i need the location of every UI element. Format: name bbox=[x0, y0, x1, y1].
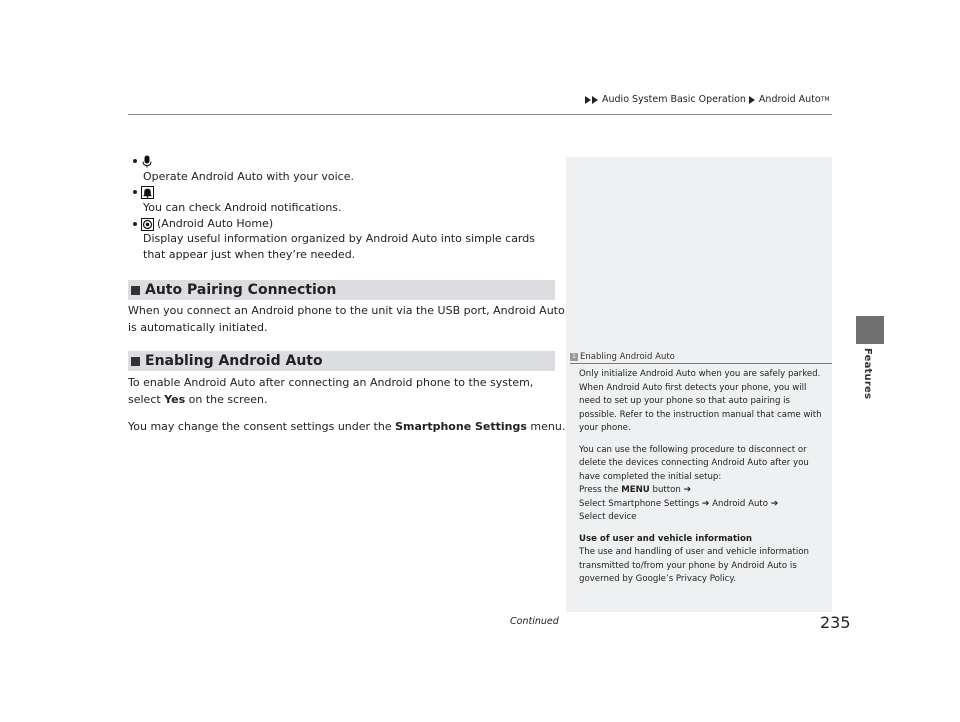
note-paragraph: Only initialize Android Auto when you are safely parked. When Android Auto first detects your phone, you will need to set up your phone so that auto pairing is possible. Refer to the instruction manual that came with your phone. bbox=[579, 369, 822, 433]
bullet-home-text: Display useful information organized by Android Auto into simple cards that appear just when they’re needed. bbox=[143, 232, 535, 261]
header-rule bbox=[128, 114, 832, 115]
note-step: Select Smartphone Settings ➔ Android Auto ➔ bbox=[579, 498, 779, 509]
section-header-enabling bbox=[128, 351, 555, 371]
breadcrumb-item-audio-system: Audio System Basic Operation bbox=[602, 94, 746, 105]
breadcrumb-item-android-auto: Android Auto bbox=[758, 94, 821, 105]
section-header-auto-pairing bbox=[128, 280, 555, 300]
microphone-icon bbox=[141, 155, 153, 167]
arrow-right-icon: ➔ bbox=[683, 485, 692, 495]
note-subtitle: Use of user and vehicle information bbox=[579, 533, 753, 544]
section-title: Auto Pairing Connection bbox=[145, 282, 337, 298]
note-title: Enabling Android Auto bbox=[580, 352, 675, 362]
note-heading bbox=[570, 352, 832, 362]
section-title: Enabling Android Auto bbox=[145, 353, 323, 369]
bell-icon bbox=[141, 186, 153, 198]
bullet-dot bbox=[133, 190, 137, 194]
trademark-mark: TM bbox=[820, 96, 830, 103]
breadcrumb bbox=[585, 94, 830, 105]
section-square-icon bbox=[131, 286, 140, 295]
bullet-home bbox=[133, 217, 273, 230]
smartphone-settings-label: Smartphone Settings bbox=[395, 420, 527, 433]
breadcrumb-arrow-icon bbox=[592, 96, 598, 104]
bullet-voice bbox=[133, 155, 157, 167]
note-body bbox=[579, 368, 827, 587]
bullet-dot bbox=[133, 222, 137, 226]
bullet-notifications bbox=[133, 186, 157, 198]
enabling-body-1: To enable Android Auto after connecting an Android phone to the system, select Yes on the screen. bbox=[128, 376, 534, 406]
note-rule bbox=[570, 363, 832, 364]
continued-label: Continued bbox=[510, 616, 559, 627]
breadcrumb-arrow-icon bbox=[749, 96, 755, 104]
bullet-dot bbox=[133, 159, 137, 163]
chapter-tab-label: Features bbox=[862, 348, 873, 400]
arrow-right-icon: ➔ bbox=[701, 498, 710, 509]
chapter-tab-marker bbox=[856, 316, 884, 344]
section-square-icon bbox=[131, 357, 140, 366]
auto-pairing-body: When you connect an Android phone to the unit via the USB port, Android Auto is automatically initiated. bbox=[128, 304, 565, 334]
arrow-right-icon: ➔ bbox=[770, 498, 779, 509]
android-auto-home-icon bbox=[141, 218, 153, 230]
bullet-notifications-text: You can check Android notifications. bbox=[143, 201, 342, 214]
note-step: Select device bbox=[579, 512, 637, 522]
note-number-badge: 1 bbox=[570, 353, 578, 361]
note-paragraph: The use and handling of user and vehicle information transmitted to/from your phone by Android Auto is governed by Google’s Privacy Policy. bbox=[579, 547, 809, 584]
enabling-body-2: You may change the consent settings under the Smartphone Settings menu. bbox=[128, 420, 566, 433]
menu-button-label: MENU bbox=[621, 485, 650, 495]
breadcrumb-arrow-icon bbox=[585, 96, 591, 104]
bullet-home-label: (Android Auto Home) bbox=[157, 217, 274, 230]
page-number: 235 bbox=[820, 613, 851, 632]
yes-label: Yes bbox=[164, 393, 186, 406]
note-paragraph: You can use the following procedure to disconnect or delete the devices connecting Android Auto after you have completed the initial setup: bbox=[579, 444, 809, 482]
bullet-voice-text: Operate Android Auto with your voice. bbox=[143, 170, 354, 183]
note-step: Press the MENU button ➔ bbox=[579, 485, 692, 495]
